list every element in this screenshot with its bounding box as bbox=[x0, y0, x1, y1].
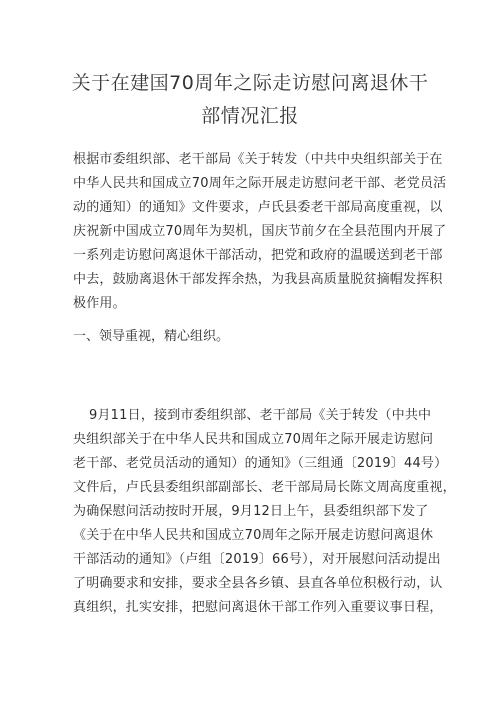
paragraph-line: 中去，鼓励离退休干部发挥余热，为我县高质量脱贫摘帽发挥积 bbox=[73, 272, 443, 287]
paragraph-line: 《关于在中华人民共和国成立70周年之际开展走访慰问离退休 bbox=[73, 528, 434, 543]
paragraph-line: 动的通知）的通知》文件要求，卢氏县委老干部局高度重视，以 bbox=[73, 200, 443, 215]
paragraph-line: 庆祝新中国成立70周年为契机，国庆节前夕在全县范围内开展了 bbox=[73, 224, 447, 239]
paragraph-line: 为确保慰问活动按时开展，9月12日上午，县委组织部下发了 bbox=[73, 504, 429, 519]
paragraph-line: 一系列走访慰问离退休干部活动，把党和政府的温暖送到老干部 bbox=[73, 248, 443, 263]
paragraph-line: 极作用。 bbox=[73, 296, 126, 311]
body-paragraph bbox=[73, 404, 456, 620]
document-title-line-1: 关于在建国70周年之际走访慰问离退休干 bbox=[71, 72, 429, 94]
paragraph-line: 干部活动的通知》（卢组〔2019〕66号），对开展慰问活动提出 bbox=[73, 552, 441, 567]
paragraph-line: 根据市委组织部、老干部局《关于转发（中共中央组织部关于在 bbox=[73, 152, 443, 167]
section-heading-1: 一、领导重视，精心组织。 bbox=[73, 329, 230, 344]
paragraph-line: 真组织，扎实安排，把慰问离退休干部工作列入重要议事日程， bbox=[73, 600, 443, 615]
paragraph-line: 文件后，卢氏县委组织部副部长、老干部局局长陈文周高度重视， bbox=[73, 480, 456, 495]
paragraph-line: 中华人民共和国成立70周年之际开展走访慰问老干部、老党员活 bbox=[73, 176, 447, 191]
paragraph-line: 央组织部关于在中华人民共和国成立70周年之际开展走访慰问 bbox=[73, 432, 434, 447]
paragraph-line: 了明确要求和安排，要求全县各乡镇、县直各单位积极行动，认 bbox=[73, 576, 443, 591]
document-title-line-2: 部情况汇报 bbox=[201, 105, 299, 127]
paragraph-line: 老干部、老党员活动的通知）的通知》（三组通〔2019〕44号） bbox=[73, 456, 448, 471]
paragraph-line: 9月11日，接到市委组织部、老干部局《关于转发（中共中 bbox=[89, 408, 432, 423]
intro-paragraph bbox=[73, 148, 447, 316]
